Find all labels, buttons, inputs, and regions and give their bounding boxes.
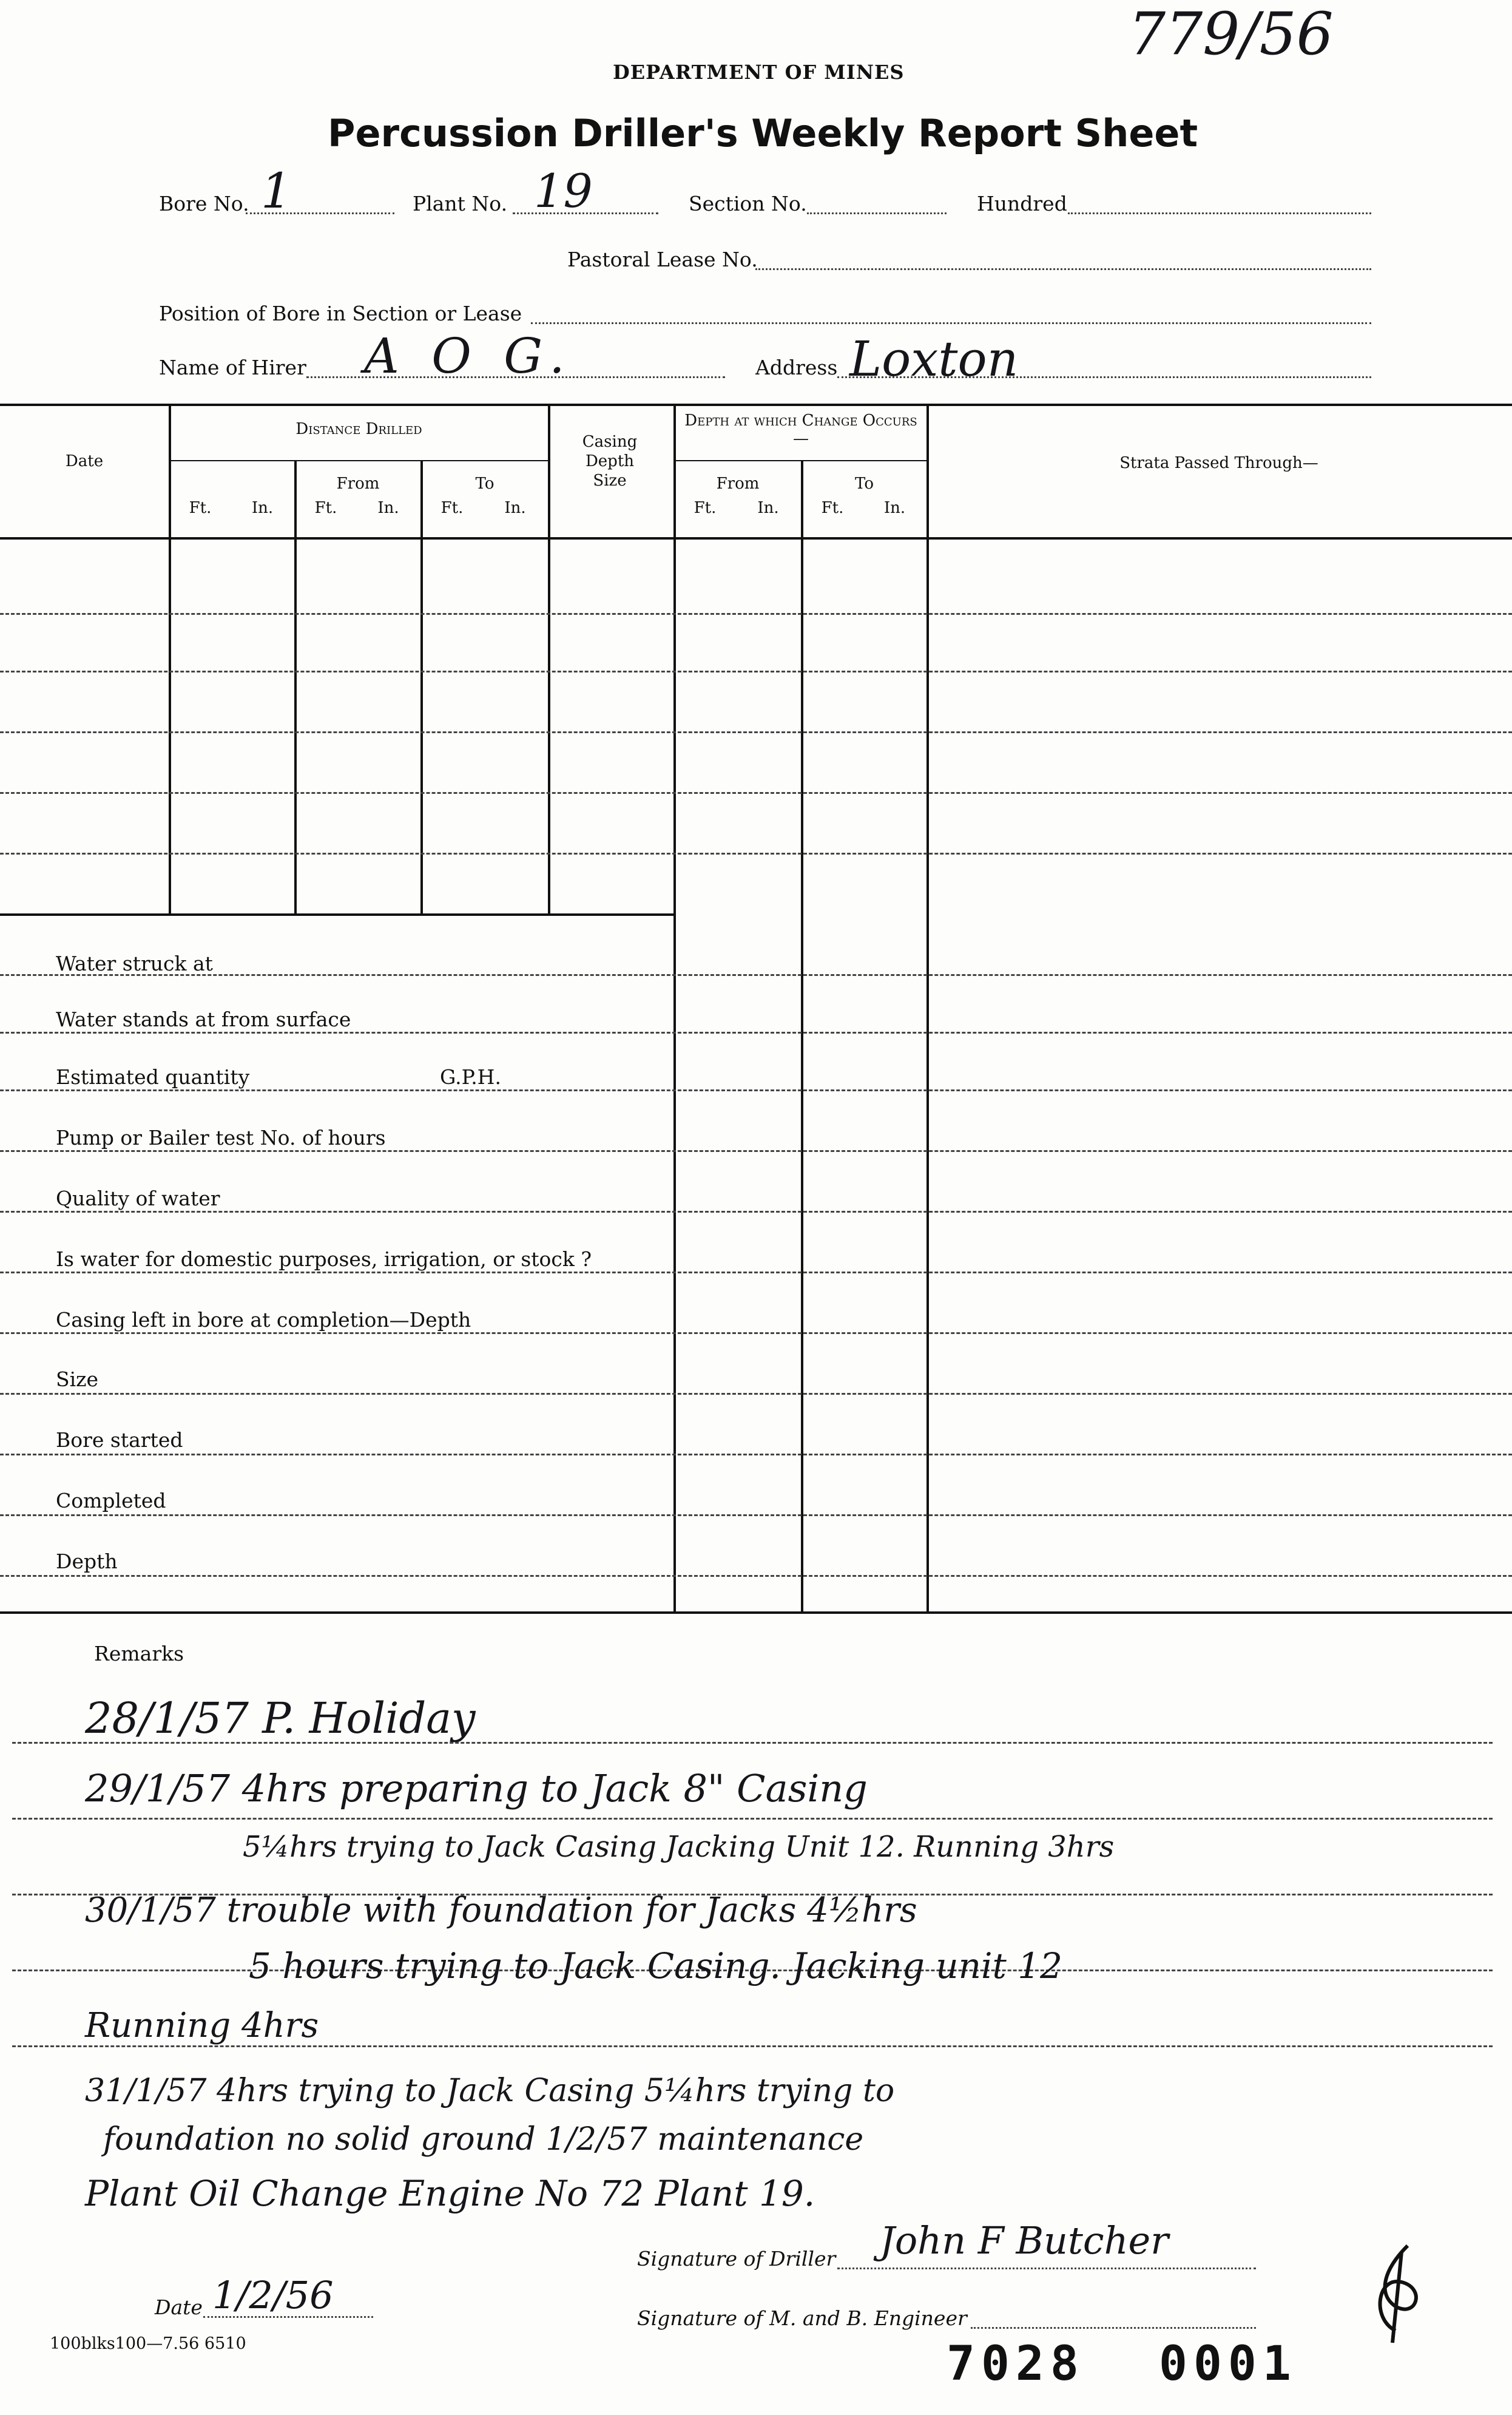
- remark-line: 5¼hrs trying to Jack Casing Jacking Unit 12. Running 3hrs: [243, 1830, 1115, 1864]
- row-rule: [0, 671, 1512, 672]
- table-bottom-rule: [0, 1611, 1512, 1614]
- pastoral-lease-line: [755, 268, 1371, 270]
- remark-line: Plant Oil Change Engine No 72 Plant 19.: [85, 2173, 815, 2214]
- depth-subheader-rule: [675, 460, 926, 461]
- strata-header: Strata Passed Through—: [1119, 454, 1318, 472]
- water-stands-label: Water stands at from surface: [56, 1008, 351, 1031]
- plant-no-label: Plant No.: [413, 192, 508, 215]
- row-rule: [0, 1089, 1512, 1091]
- in-label: In.: [251, 499, 274, 517]
- signature-engineer-label: Signature of M. and B. Engineer: [637, 2306, 967, 2330]
- section-no-label: Section No.: [689, 192, 807, 215]
- table-top-rule: [0, 404, 1512, 406]
- signature-engineer-line: [971, 2327, 1256, 2329]
- remarks-label: Remarks: [94, 1642, 184, 1665]
- row-rule: [0, 1454, 1512, 1455]
- remarks-rule: [12, 1818, 1493, 1820]
- water-use-label: Is water for domestic purposes, irrigation, or stock ?: [56, 1247, 592, 1271]
- file-reference-number: 779/56: [1129, 0, 1334, 68]
- position-line: [531, 322, 1371, 324]
- depth-change-header: Depth at which Change Occurs—: [684, 412, 917, 448]
- address-label: Address: [755, 356, 838, 379]
- ft-label: Ft.: [314, 499, 337, 517]
- row-rule: [0, 1032, 1512, 1034]
- row-rule: [0, 1514, 1512, 1516]
- bore-no-value: 1: [261, 163, 292, 219]
- row-rule: [0, 613, 1512, 615]
- date-value: 1/2/56: [212, 2273, 334, 2317]
- date-block-bottom-rule: [0, 913, 673, 916]
- plant-no-value: 19: [534, 164, 593, 218]
- remarks-rule: [12, 2045, 1493, 2047]
- row-rule: [0, 1150, 1512, 1152]
- ft-label: Ft.: [440, 499, 464, 517]
- signature-driller-label: Signature of Driller: [637, 2247, 836, 2271]
- remark-line: 29/1/57 4hrs preparing to Jack 8" Casing: [85, 1766, 868, 1810]
- completed-label: Completed: [56, 1489, 166, 1512]
- from-label: From: [716, 475, 760, 493]
- col-divider: [420, 461, 423, 915]
- page-title: Percussion Driller's Weekly Report Sheet: [328, 111, 1198, 155]
- row-rule: [0, 1272, 1512, 1273]
- remark-line: 30/1/57 trouble with foundation for Jacks 4½hrs: [85, 1891, 917, 1930]
- col-divider: [926, 405, 929, 1613]
- initials-stroke: [1380, 2246, 1416, 2343]
- remark-line: Running 4hrs: [85, 2006, 319, 2045]
- hundred-label: Hundred: [977, 192, 1067, 215]
- in-label: In.: [504, 499, 526, 517]
- ft-label: Ft.: [189, 499, 212, 517]
- remark-line: foundation no solid ground 1/2/57 maintenance: [103, 2121, 864, 2158]
- date-label: Date: [155, 2295, 203, 2319]
- signature-driller-line: [837, 2268, 1256, 2269]
- bore-started-label: Bore started: [56, 1428, 183, 1452]
- remark-line: 31/1/57 4hrs trying to Jack Casing 5¼hrs trying to: [85, 2073, 895, 2109]
- stamp-number: 0001: [1159, 2337, 1297, 2391]
- col-divider: [294, 461, 297, 915]
- hirer-value: A O G.: [364, 328, 573, 384]
- table-header-rule: [0, 537, 1512, 540]
- date-header: Date: [65, 452, 104, 470]
- row-rule: [0, 1575, 1512, 1577]
- to-label: To: [475, 475, 494, 493]
- pump-test-label: Pump or Bailer test No. of hours: [56, 1126, 386, 1150]
- distance-subheader-rule: [170, 460, 548, 461]
- depth-label: Depth: [56, 1550, 118, 1573]
- row-rule: [0, 1393, 1512, 1395]
- estimated-quantity-label: Estimated quantity: [56, 1065, 250, 1089]
- hundred-line: [1068, 212, 1371, 214]
- position-label: Position of Bore in Section or Lease: [159, 302, 522, 325]
- distance-drilled-header: Distance Drilled: [295, 420, 422, 438]
- col-divider: [169, 405, 171, 915]
- in-label: In.: [757, 499, 779, 517]
- remark-line: 5 hours trying to Jack Casing. Jacking unit 12: [249, 1945, 1063, 1987]
- col-divider: [801, 461, 803, 1613]
- bore-no-label: Bore No.: [159, 192, 249, 215]
- initials-mark: [1359, 2240, 1444, 2349]
- row-rule: [0, 792, 1512, 794]
- address-value: Loxton: [849, 331, 1019, 387]
- row-rule: [0, 974, 1512, 976]
- department-heading: DEPARTMENT OF MINES: [613, 61, 905, 84]
- quality-of-water-label: Quality of water: [56, 1187, 220, 1210]
- in-label: In.: [377, 499, 399, 517]
- gph-label: G.P.H.: [440, 1065, 501, 1089]
- to-label: To: [855, 475, 874, 493]
- row-rule: [0, 1332, 1512, 1334]
- stamp-number: 7028: [947, 2337, 1085, 2391]
- ft-label: Ft.: [821, 499, 844, 517]
- signature-driller-value: John F Butcher: [880, 2218, 1169, 2263]
- pastoral-lease-label: Pastoral Lease No.: [567, 248, 758, 271]
- water-struck-label: Water struck at: [56, 952, 213, 975]
- from-label: From: [336, 475, 380, 493]
- print-code: 100blks100—7.56 6510: [50, 2334, 246, 2353]
- row-rule: [0, 853, 1512, 855]
- casing-left-label: Casing left in bore at completion—Depth: [56, 1308, 471, 1332]
- remark-line: 28/1/57 P. Holiday: [85, 1693, 476, 1743]
- casing-header: Casing Depth Size: [582, 433, 638, 490]
- in-label: In.: [883, 499, 906, 517]
- col-divider: [673, 405, 676, 1613]
- ft-label: Ft.: [694, 499, 717, 517]
- col-divider: [548, 405, 550, 915]
- hirer-label: Name of Hirer: [159, 356, 306, 379]
- row-rule: [0, 1211, 1512, 1213]
- row-rule: [0, 731, 1512, 733]
- section-no-line: [807, 212, 947, 214]
- size-label: Size: [56, 1367, 99, 1391]
